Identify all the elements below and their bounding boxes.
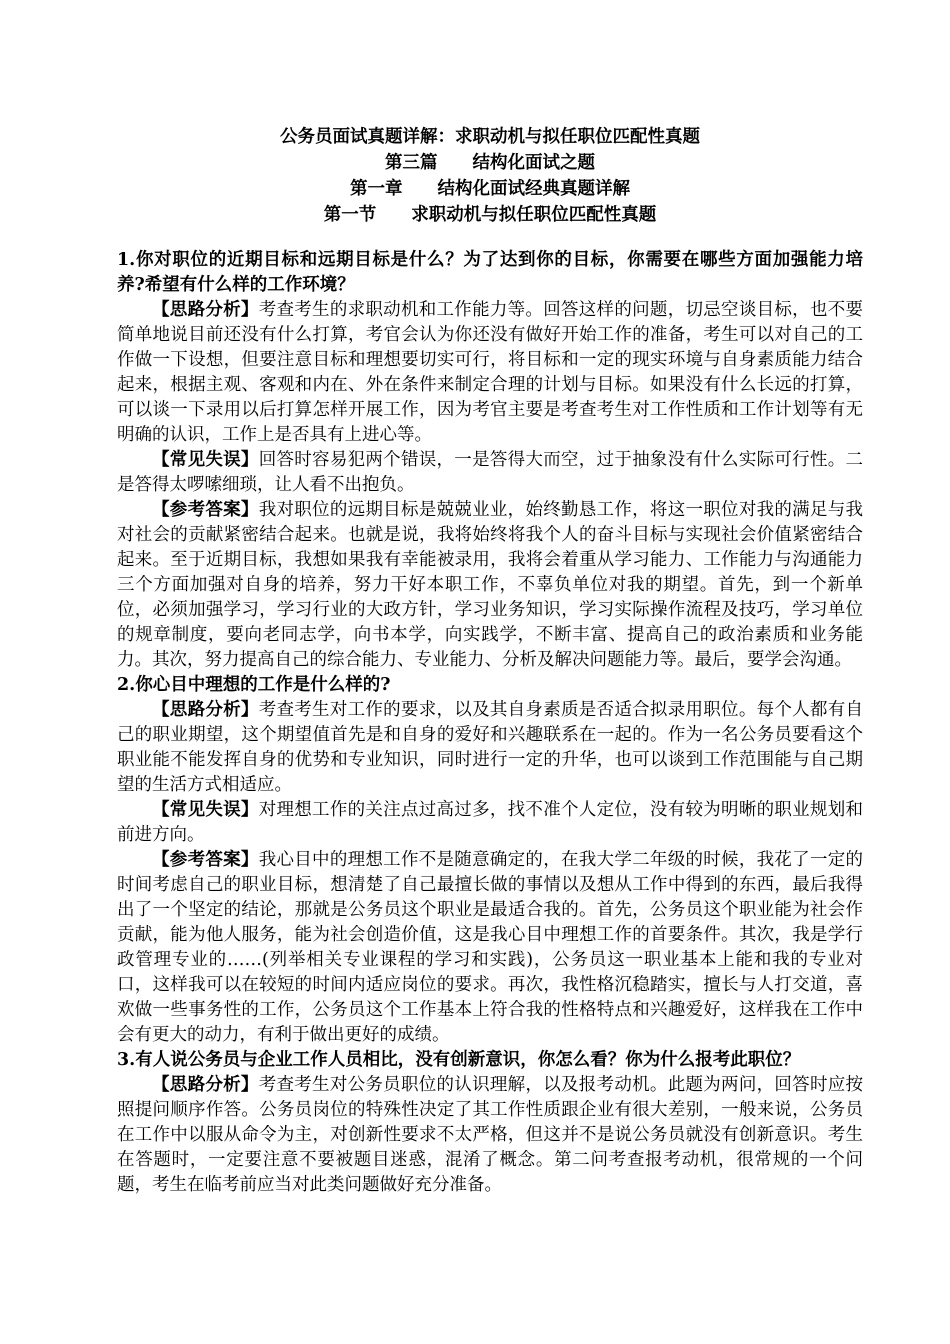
answer-text: 我对职位的远期目标是兢兢业业，始终勤恳工作，将这一职位对我的满足与我对社会的贡献紧密结合起来。也就是说，我将始终将我个人的奋斗目标与实现社会价值紧密结合起来。至于近期目标，我想如果我有幸能被录用，我将会着重从学习能力、工作能力与沟通能力三个方面加强对自身的培养，努力干好本职工作，不辜负单位对我的期望。首先，到一个新单位，必须加强学习，学习行业的大政方针，学习业务知识，学习实际操作流程及技巧，学习单位的规章制度，要向老同志学，向书本学，向实践学，不断丰富、提高自己的政治素质和业务能力。其次，努力提高自己的综合能力、专业能力、分析及解决问题能力等。最后，要学会沟通。	[117, 500, 864, 670]
question-2-title: 2.你心目中理想的工作是什么样的?	[117, 675, 391, 695]
question-2-mistakes	[117, 798, 863, 848]
question-1-title: 1.你对职位的近期目标和远期目标是什么？为了达到你的目标，你需要在哪些方面加强能力培养?希望有什么样的工作环境？	[117, 250, 863, 295]
analysis-text: 考查考生对工作的要求，以及其自身素质是否适合拟录用职位。每个人都有自己的职业期望，这个期望值首先是和自身的爱好和兴趣联系在一起的。作为一名公务员要看这个职业能不能发挥自身的优势和专业知识，同时进行一定的升华，也可以谈到工作范围能与自己期望的生活方式相适应。	[117, 700, 864, 795]
question-1-answer	[117, 498, 863, 673]
question-3-title: 3.有人说公务员与企业工作人员相比，没有创新意识，你怎么看？你为什么报考此职位？	[117, 1050, 801, 1070]
analysis-tag: 【思路分析】	[152, 300, 259, 320]
mistakes-text: 对理想工作的关注点过高过多，找不准个人定位，没有较为明晰的职业规划和前进方向。	[117, 800, 864, 845]
answer-tag: 【参考答案】	[152, 850, 259, 870]
question-3-analysis	[117, 1073, 863, 1198]
mistakes-tag: 【常见失误】	[152, 800, 259, 820]
chapter-heading: 第一章 结构化面试经典真题详解	[350, 179, 630, 199]
mistakes-text: 回答时容易犯两个错误，一是答得大而空，过于抽象没有什么实际可行性。二是答得太啰嗦细琐，让人看不出抱负。	[117, 450, 864, 495]
part-heading: 第三篇 结构化面试之题	[385, 153, 595, 173]
question-2-analysis	[117, 698, 863, 798]
question-1-analysis	[117, 298, 863, 448]
document-title: 公务员面试真题详解：求职动机与拟任职位匹配性真题	[280, 127, 700, 147]
analysis-tag: 【思路分析】	[152, 1075, 259, 1095]
analysis-text: 考查考生对公务员职位的认识理解，以及报考动机。此题为两问，回答时应按照提问顺序作答。公务员岗位的特殊性决定了其工作性质跟企业有很大差别，一般来说，公务员在工作中以服从命令为主，对创新性要求不太严格，但这并不是说公务员就没有创新意识。考生在答题时，一定要注意不要被题目迷惑，混淆了概念。第二问考查报考动机，很常规的一个问题，考生在临考前应当对此类问题做好充分准备。	[117, 1075, 864, 1195]
section-heading: 第一节 求职动机与拟任职位匹配性真题	[323, 205, 657, 225]
answer-tag: 【参考答案】	[152, 500, 259, 520]
mistakes-tag: 【常见失误】	[152, 450, 259, 470]
answer-text: 我心目中的理想工作不是随意确定的，在我大学二年级的时候，我花了一定的时间考虑自己的职业目标，想清楚了自己最擅长做的事情以及想从工作中得到的东西，最后我得出了一个坚定的结论，那就是公务员这个职业是最适合我的。首先，公务员这个职业能为社会作贡献，能为他人服务，能为社会创造价值，这是我心目中理想工作的首要条件。其次，我是学行政管理专业的……(列举相关专业课程的学习和实践)，公务员这一职业基本上能和我的专业对口，这样我可以在较短的时间内适应岗位的要求。再次，我性格沉稳踏实，擅长与人打交道，喜欢做一些事务性的工作，公务员这个工作基本上符合我的性格特点和兴趣爱好，这样我在工作中会有更大的动力，有利于做出更好的成绩。	[117, 850, 864, 1045]
spacer	[117, 228, 863, 248]
analysis-text: 考查考生的求职动机和工作能力等。回答这样的问题，切忌空谈目标，也不要简单地说目前还没有什么打算，考官会认为你还没有做好开始工作的准备，考生可以对自己的工作做一下设想，但要注意目标和理想要切实可行，将目标和一定的现实环境与自身素质能力结合起来，根据主观、客观和内在、外在条件来制定合理的计划与目标。如果没有什么长远的打算，可以谈一下录用以后打算怎样开展工作，因为考官主要是考查考生对工作性质和工作计划等有无明确的认识，工作上是否具有上进心等。	[117, 300, 864, 445]
document-page	[117, 124, 863, 1198]
question-1-mistakes	[117, 448, 863, 498]
question-2-answer	[117, 848, 863, 1048]
analysis-tag: 【思路分析】	[152, 700, 259, 720]
document-header	[117, 124, 863, 228]
